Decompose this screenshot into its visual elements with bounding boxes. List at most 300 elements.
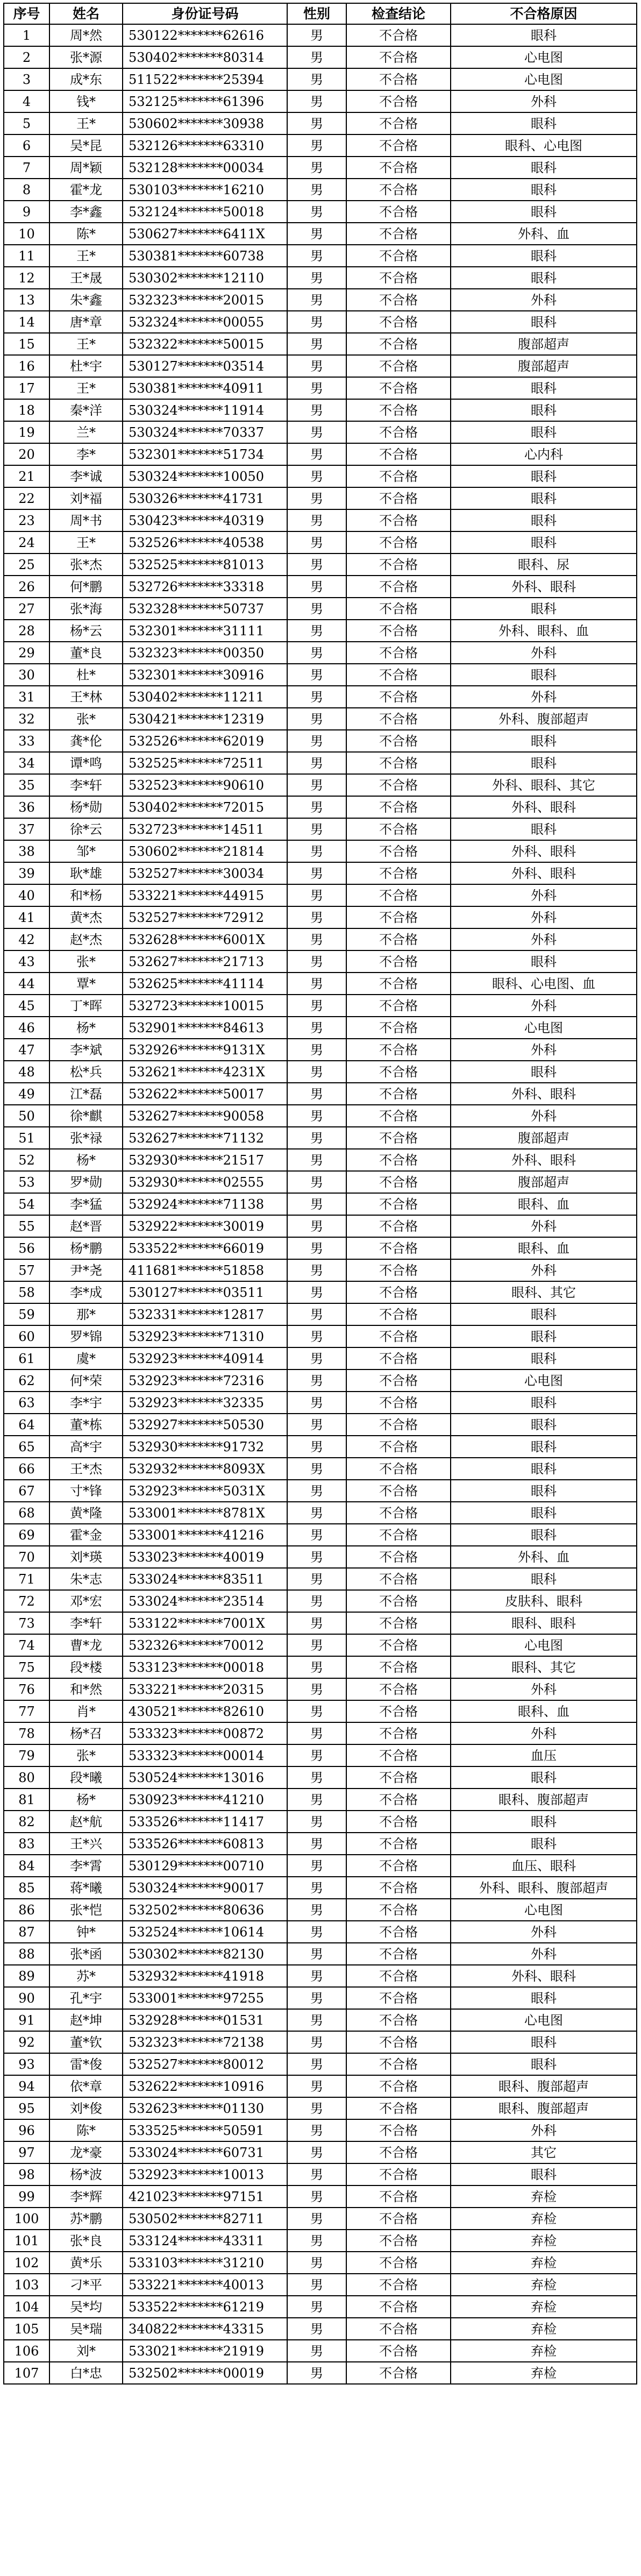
table-row	[4, 1833, 637, 1855]
index-cell: 18	[4, 399, 49, 421]
table-row	[4, 620, 637, 642]
name-cell: 李*斌	[49, 1039, 123, 1061]
gender-cell: 男	[287, 1215, 346, 1237]
id-number-cell: 530324*******70337	[123, 421, 287, 443]
id-number-cell: 533124*******43311	[123, 2230, 287, 2252]
id-number-cell: 533001*******8781X	[123, 1502, 287, 1524]
index-cell: 1	[4, 24, 49, 46]
name-cell: 龚*伦	[49, 730, 123, 752]
reason-cell: 眼科	[451, 157, 637, 179]
name-cell: 王*林	[49, 686, 123, 708]
conclusion-cell: 不合格	[346, 950, 451, 973]
conclusion-cell: 不合格	[346, 1744, 451, 1766]
table-row	[4, 2318, 637, 2340]
id-number-cell: 532526*******62019	[123, 730, 287, 752]
reason-cell: 弃检	[451, 2318, 637, 2340]
reason-cell: 心电图	[451, 1634, 637, 1656]
id-number-cell: 530602*******21814	[123, 840, 287, 862]
table-row	[4, 1237, 637, 1259]
reason-cell: 弃检	[451, 2185, 637, 2208]
conclusion-cell: 不合格	[346, 46, 451, 68]
id-number-cell: 532301*******30916	[123, 664, 287, 686]
table-row	[4, 1634, 637, 1656]
index-cell: 58	[4, 1281, 49, 1303]
name-cell: 罗*锦	[49, 1325, 123, 1347]
table-row	[4, 1414, 637, 1436]
table-row	[4, 1039, 637, 1061]
id-number-cell: 532723*******10015	[123, 995, 287, 1017]
conclusion-cell: 不合格	[346, 1039, 451, 1061]
conclusion-cell: 不合格	[346, 1987, 451, 2009]
gender-cell: 男	[287, 2031, 346, 2053]
reason-cell: 外科	[451, 1039, 637, 1061]
name-cell: 覃*	[49, 973, 123, 995]
reason-cell: 外科	[451, 642, 637, 664]
reason-cell: 外科	[451, 906, 637, 928]
results-table	[3, 3, 637, 2385]
id-number-cell: 530381*******60738	[123, 245, 287, 267]
id-number-cell: 530127*******03514	[123, 355, 287, 377]
id-number-cell: 532502*******00019	[123, 2362, 287, 2384]
index-cell: 55	[4, 1215, 49, 1237]
gender-cell: 男	[287, 1789, 346, 1811]
conclusion-cell: 不合格	[346, 1789, 451, 1811]
name-cell: 段*楼	[49, 1656, 123, 1678]
id-number-cell: 532723*******14511	[123, 818, 287, 840]
reason-cell: 眼科	[451, 24, 637, 46]
table-row	[4, 46, 637, 68]
conclusion-cell: 不合格	[346, 2053, 451, 2075]
id-number-cell: 530129*******00710	[123, 1855, 287, 1877]
conclusion-cell: 不合格	[346, 223, 451, 245]
header-conclusion: 检查结论	[346, 3, 451, 24]
index-cell: 70	[4, 1546, 49, 1568]
conclusion-cell: 不合格	[346, 1347, 451, 1369]
table-row	[4, 1392, 637, 1414]
reason-cell: 外科	[451, 1215, 637, 1237]
index-cell: 24	[4, 531, 49, 553]
reason-cell: 眼科	[451, 1347, 637, 1369]
conclusion-cell: 不合格	[346, 2031, 451, 2053]
conclusion-cell: 不合格	[346, 1568, 451, 1590]
gender-cell: 男	[287, 509, 346, 531]
index-cell: 77	[4, 1700, 49, 1722]
gender-cell: 男	[287, 1546, 346, 1568]
index-cell: 86	[4, 1899, 49, 1921]
conclusion-cell: 不合格	[346, 1722, 451, 1744]
table-row	[4, 1766, 637, 1789]
conclusion-cell: 不合格	[346, 1458, 451, 1480]
conclusion-cell: 不合格	[346, 664, 451, 686]
reason-cell: 眼科	[451, 1325, 637, 1347]
reason-cell: 眼科	[451, 531, 637, 553]
gender-cell: 男	[287, 1811, 346, 1833]
gender-cell: 男	[287, 179, 346, 201]
gender-cell: 男	[287, 1766, 346, 1789]
table-row	[4, 1436, 637, 1458]
conclusion-cell: 不合格	[346, 267, 451, 289]
gender-cell: 男	[287, 1414, 346, 1436]
name-cell: 张*	[49, 1744, 123, 1766]
gender-cell: 男	[287, 2230, 346, 2252]
table-row	[4, 311, 637, 333]
id-number-cell: 532930*******02555	[123, 1171, 287, 1193]
id-number-cell: 411681*******51858	[123, 1259, 287, 1281]
reason-cell: 眼科	[451, 509, 637, 531]
conclusion-cell: 不合格	[346, 1061, 451, 1083]
reason-cell: 眼科	[451, 245, 637, 267]
gender-cell: 男	[287, 465, 346, 487]
table-row	[4, 1105, 637, 1127]
conclusion-cell: 不合格	[346, 1414, 451, 1436]
id-number-cell: 530302*******12110	[123, 267, 287, 289]
name-cell: 杜*宇	[49, 355, 123, 377]
name-cell: 李*宇	[49, 1392, 123, 1414]
reason-cell: 眼科、其它	[451, 1281, 637, 1303]
index-cell: 106	[4, 2340, 49, 2362]
id-number-cell: 530402*******72015	[123, 796, 287, 818]
id-number-cell: 533123*******00018	[123, 1656, 287, 1678]
header-gender: 性别	[287, 3, 346, 24]
gender-cell: 男	[287, 1855, 346, 1877]
name-cell: 段*曦	[49, 1766, 123, 1789]
table-row	[4, 223, 637, 245]
conclusion-cell: 不合格	[346, 774, 451, 796]
index-cell: 68	[4, 1502, 49, 1524]
index-cell: 69	[4, 1524, 49, 1546]
reason-cell: 眼科	[451, 201, 637, 223]
name-cell: 李*猛	[49, 1193, 123, 1215]
index-cell: 82	[4, 1811, 49, 1833]
table-row	[4, 1149, 637, 1171]
name-cell: 李*诚	[49, 465, 123, 487]
reason-cell: 眼科、尿	[451, 553, 637, 576]
conclusion-cell: 不合格	[346, 2075, 451, 2097]
reason-cell: 眼科	[451, 1480, 637, 1502]
name-cell: 王*	[49, 245, 123, 267]
gender-cell: 男	[287, 2053, 346, 2075]
conclusion-cell: 不合格	[346, 708, 451, 730]
table-row	[4, 2075, 637, 2097]
index-cell: 35	[4, 774, 49, 796]
table-row	[4, 1546, 637, 1568]
name-cell: 张*良	[49, 2230, 123, 2252]
table-row	[4, 884, 637, 906]
gender-cell: 男	[287, 884, 346, 906]
reason-cell: 眼科	[451, 1392, 637, 1414]
name-cell: 和*然	[49, 1678, 123, 1700]
id-number-cell: 532932*******8093X	[123, 1458, 287, 1480]
index-cell: 62	[4, 1369, 49, 1392]
name-cell: 松*兵	[49, 1061, 123, 1083]
name-cell: 王*杰	[49, 1458, 123, 1480]
reason-cell: 眼科、腹部超声	[451, 2097, 637, 2119]
reason-cell: 眼科、心电图	[451, 134, 637, 157]
index-cell: 4	[4, 90, 49, 112]
index-cell: 79	[4, 1744, 49, 1766]
name-cell: 苏*	[49, 1965, 123, 1987]
id-number-cell: 533525*******50591	[123, 2119, 287, 2141]
index-cell: 49	[4, 1083, 49, 1105]
gender-cell: 男	[287, 2340, 346, 2362]
id-number-cell: 532525*******81013	[123, 553, 287, 576]
reason-cell: 眼科	[451, 1414, 637, 1436]
table-row	[4, 1656, 637, 1678]
index-cell: 45	[4, 995, 49, 1017]
id-number-cell: 532526*******40538	[123, 531, 287, 553]
conclusion-cell: 不合格	[346, 333, 451, 355]
id-number-cell: 530381*******40911	[123, 377, 287, 399]
index-cell: 67	[4, 1480, 49, 1502]
conclusion-cell: 不合格	[346, 1877, 451, 1899]
reason-cell: 心电图	[451, 2009, 637, 2031]
index-cell: 60	[4, 1325, 49, 1347]
reason-cell: 眼科	[451, 2031, 637, 2053]
gender-cell: 男	[287, 642, 346, 664]
id-number-cell: 532323*******00350	[123, 642, 287, 664]
id-number-cell: 532627*******21713	[123, 950, 287, 973]
reason-cell: 眼科	[451, 1833, 637, 1855]
conclusion-cell: 不合格	[346, 1833, 451, 1855]
name-cell: 赵*杰	[49, 928, 123, 950]
conclusion-cell: 不合格	[346, 1899, 451, 1921]
reason-cell: 眼科	[451, 465, 637, 487]
index-cell: 27	[4, 598, 49, 620]
conclusion-cell: 不合格	[346, 2009, 451, 2031]
index-cell: 84	[4, 1855, 49, 1877]
conclusion-cell: 不合格	[346, 1193, 451, 1215]
conclusion-cell: 不合格	[346, 862, 451, 884]
reason-cell: 眼科、血	[451, 1237, 637, 1259]
gender-cell: 男	[287, 487, 346, 509]
index-cell: 14	[4, 311, 49, 333]
id-number-cell: 421023*******97151	[123, 2185, 287, 2208]
gender-cell: 男	[287, 1237, 346, 1259]
table-row	[4, 2185, 637, 2208]
name-cell: 邹*	[49, 840, 123, 862]
gender-cell: 男	[287, 90, 346, 112]
id-number-cell: 530324*******10050	[123, 465, 287, 487]
gender-cell: 男	[287, 1017, 346, 1039]
index-cell: 102	[4, 2252, 49, 2274]
gender-cell: 男	[287, 1303, 346, 1325]
conclusion-cell: 不合格	[346, 1392, 451, 1414]
gender-cell: 男	[287, 2296, 346, 2318]
reason-cell: 眼科	[451, 267, 637, 289]
reason-cell: 眼科	[451, 730, 637, 752]
index-cell: 10	[4, 223, 49, 245]
gender-cell: 男	[287, 289, 346, 311]
conclusion-cell: 不合格	[346, 68, 451, 90]
gender-cell: 男	[287, 267, 346, 289]
reason-cell: 外科、眼科	[451, 576, 637, 598]
name-cell: 吴*瑞	[49, 2318, 123, 2340]
conclusion-cell: 不合格	[346, 245, 451, 267]
name-cell: 吴*均	[49, 2296, 123, 2318]
reason-cell: 眼科	[451, 179, 637, 201]
index-cell: 88	[4, 1943, 49, 1965]
gender-cell: 男	[287, 1722, 346, 1744]
conclusion-cell: 不合格	[346, 112, 451, 134]
gender-cell: 男	[287, 157, 346, 179]
name-cell: 张*源	[49, 46, 123, 68]
id-number-cell: 511522*******25394	[123, 68, 287, 90]
name-cell: 蒋*曦	[49, 1877, 123, 1899]
reason-cell: 眼科	[451, 664, 637, 686]
gender-cell: 男	[287, 443, 346, 465]
name-cell: 朱*志	[49, 1568, 123, 1590]
reason-cell: 眼科、腹部超声	[451, 1789, 637, 1811]
reason-cell: 外科、眼科	[451, 1965, 637, 1987]
table-row	[4, 1722, 637, 1744]
id-number-cell: 532923*******40914	[123, 1347, 287, 1369]
index-cell: 40	[4, 884, 49, 906]
name-cell: 陈*	[49, 223, 123, 245]
index-cell: 50	[4, 1105, 49, 1127]
reason-cell: 弃检	[451, 2208, 637, 2230]
name-cell: 赵*晋	[49, 1215, 123, 1237]
conclusion-cell: 不合格	[346, 1855, 451, 1877]
header-id-number: 身份证号码	[123, 3, 287, 24]
reason-cell: 外科	[451, 1259, 637, 1281]
reason-cell: 外科	[451, 1678, 637, 1700]
id-number-cell: 532930*******21517	[123, 1149, 287, 1171]
name-cell: 王*	[49, 112, 123, 134]
gender-cell: 男	[287, 1965, 346, 1987]
reason-cell: 眼科、眼科	[451, 1612, 637, 1634]
reason-cell: 眼科	[451, 377, 637, 399]
gender-cell: 男	[287, 730, 346, 752]
table-row	[4, 1127, 637, 1149]
reason-cell: 外科、眼科、血	[451, 620, 637, 642]
reason-cell: 外科、眼科	[451, 1083, 637, 1105]
conclusion-cell: 不合格	[346, 2340, 451, 2362]
gender-cell: 男	[287, 1568, 346, 1590]
id-number-cell: 533221*******44915	[123, 884, 287, 906]
reason-cell: 皮肤科、眼科	[451, 1590, 637, 1612]
table-row	[4, 2119, 637, 2141]
id-number-cell: 530602*******30938	[123, 112, 287, 134]
conclusion-cell: 不合格	[346, 24, 451, 46]
reason-cell: 血压	[451, 1744, 637, 1766]
gender-cell: 男	[287, 1678, 346, 1700]
index-cell: 57	[4, 1259, 49, 1281]
table-row	[4, 862, 637, 884]
name-cell: 依*章	[49, 2075, 123, 2097]
id-number-cell: 530524*******13016	[123, 1766, 287, 1789]
conclusion-cell: 不合格	[346, 1524, 451, 1546]
table-row	[4, 289, 637, 311]
id-number-cell: 533526*******60813	[123, 1833, 287, 1855]
id-number-cell: 530421*******12319	[123, 708, 287, 730]
table-row	[4, 1017, 637, 1039]
id-number-cell: 533001*******97255	[123, 1987, 287, 2009]
gender-cell: 男	[287, 840, 346, 862]
conclusion-cell: 不合格	[346, 1965, 451, 1987]
index-cell: 65	[4, 1436, 49, 1458]
reason-cell: 腹部超声	[451, 333, 637, 355]
id-number-cell: 532525*******72511	[123, 752, 287, 774]
reason-cell: 眼科	[451, 1061, 637, 1083]
id-number-cell: 532901*******84613	[123, 1017, 287, 1039]
id-number-cell: 533024*******60731	[123, 2141, 287, 2163]
reason-cell: 眼科、血	[451, 1700, 637, 1722]
table-row	[4, 1700, 637, 1722]
name-cell: 高*宇	[49, 1436, 123, 1458]
index-cell: 6	[4, 134, 49, 157]
index-cell: 2	[4, 46, 49, 68]
conclusion-cell: 不合格	[346, 2141, 451, 2163]
conclusion-cell: 不合格	[346, 134, 451, 157]
id-number-cell: 532923*******5031X	[123, 1480, 287, 1502]
index-cell: 74	[4, 1634, 49, 1656]
reason-cell: 外科	[451, 995, 637, 1017]
name-cell: 白*忠	[49, 2362, 123, 2384]
gender-cell: 男	[287, 553, 346, 576]
table-row	[4, 2163, 637, 2185]
id-number-cell: 532527*******30034	[123, 862, 287, 884]
reason-cell: 眼科	[451, 1987, 637, 2009]
id-number-cell: 533024*******23514	[123, 1590, 287, 1612]
gender-cell: 男	[287, 46, 346, 68]
name-cell: 兰*	[49, 421, 123, 443]
conclusion-cell: 不合格	[346, 421, 451, 443]
id-number-cell: 530122*******62616	[123, 24, 287, 46]
index-cell: 23	[4, 509, 49, 531]
table-row	[4, 553, 637, 576]
id-number-cell: 532323*******72138	[123, 2031, 287, 2053]
table-row	[4, 642, 637, 664]
reason-cell: 眼科	[451, 421, 637, 443]
name-cell: 黄*隆	[49, 1502, 123, 1524]
conclusion-cell: 不合格	[346, 620, 451, 642]
index-cell: 5	[4, 112, 49, 134]
gender-cell: 男	[287, 1127, 346, 1149]
reason-cell: 心电图	[451, 1899, 637, 1921]
reason-cell: 外科、血	[451, 223, 637, 245]
reason-cell: 眼科	[451, 1502, 637, 1524]
header-name: 姓名	[49, 3, 123, 24]
table-row	[4, 973, 637, 995]
index-cell: 93	[4, 2053, 49, 2075]
id-number-cell: 532301*******51734	[123, 443, 287, 465]
gender-cell: 男	[287, 1193, 346, 1215]
conclusion-cell: 不合格	[346, 399, 451, 421]
gender-cell: 男	[287, 1347, 346, 1369]
gender-cell: 男	[287, 1105, 346, 1127]
conclusion-cell: 不合格	[346, 201, 451, 223]
reason-cell: 弃检	[451, 2252, 637, 2274]
conclusion-cell: 不合格	[346, 1766, 451, 1789]
index-cell: 51	[4, 1127, 49, 1149]
name-cell: 苏*鹏	[49, 2208, 123, 2230]
reason-cell: 心电图	[451, 68, 637, 90]
gender-cell: 男	[287, 311, 346, 333]
name-cell: 唐*章	[49, 311, 123, 333]
table-row	[4, 1744, 637, 1766]
name-cell: 那*	[49, 1303, 123, 1325]
table-row	[4, 1303, 637, 1325]
name-cell: 雷*俊	[49, 2053, 123, 2075]
name-cell: 何*鹏	[49, 576, 123, 598]
gender-cell: 男	[287, 134, 346, 157]
reason-cell: 弃检	[451, 2340, 637, 2362]
gender-cell: 男	[287, 664, 346, 686]
table-row	[4, 112, 637, 134]
table-row	[4, 730, 637, 752]
index-cell: 41	[4, 906, 49, 928]
reason-cell: 眼科	[451, 598, 637, 620]
